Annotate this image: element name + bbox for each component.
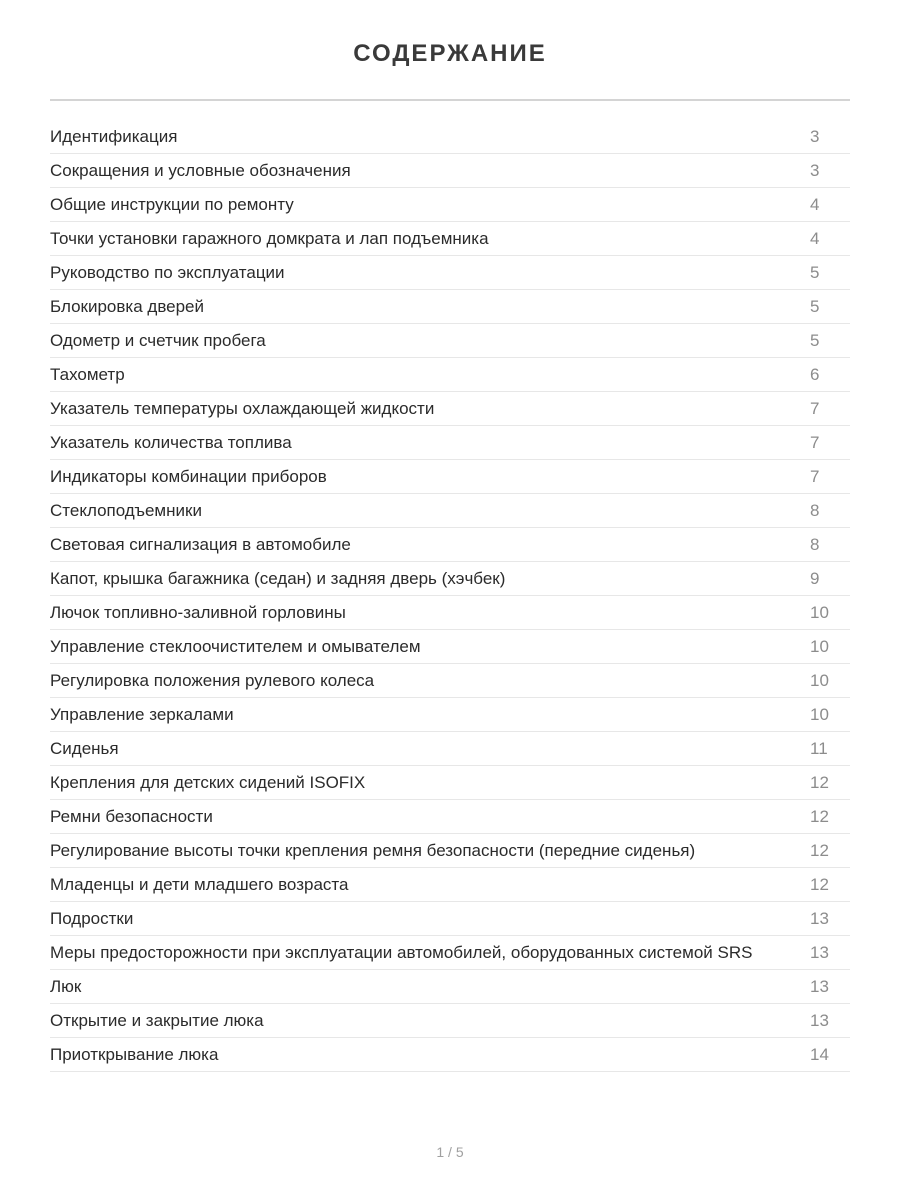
toc-entry-title[interactable]: Указатель температуры охлаждающей жидкости	[50, 399, 435, 418]
toc-entry-title[interactable]: Управление стеклоочистителем и омывателем	[50, 637, 421, 656]
toc-entry[interactable]	[50, 800, 850, 834]
toc-entry[interactable]	[50, 222, 850, 256]
toc-entry-page-number: 13	[810, 943, 829, 962]
toc-entry-page-number: 6	[810, 365, 820, 384]
toc-entry[interactable]	[50, 494, 850, 528]
title-divider	[50, 99, 850, 101]
toc-entry[interactable]	[50, 290, 850, 324]
toc-entry-title[interactable]: Подростки	[50, 909, 134, 928]
toc-entry-title[interactable]: Руководство по эксплуатации	[50, 263, 285, 282]
toc-entry-title[interactable]: Приоткрывание люка	[50, 1045, 219, 1064]
toc-entry-title[interactable]: Тахометр	[50, 365, 125, 384]
toc-entry-page-number: 9	[810, 569, 820, 588]
toc-entry-page-number: 13	[810, 977, 829, 996]
toc-entry[interactable]	[50, 154, 850, 188]
toc-entry-page-number: 5	[810, 297, 820, 316]
toc-entry-title[interactable]: Общие инструкции по ремонту	[50, 195, 294, 214]
toc-entry[interactable]	[50, 528, 850, 562]
toc-entry-page-number: 13	[810, 909, 829, 928]
toc-entry-title[interactable]: Точки установки гаражного домкрата и лап подъемника	[50, 229, 489, 248]
toc-entry-title[interactable]: Меры предосторожности при эксплуатации автомобилей, оборудованных системой SRS	[50, 943, 753, 962]
toc-entry-page-number: 10	[810, 671, 829, 690]
toc-entry[interactable]	[50, 902, 850, 936]
toc-entry-title[interactable]: Индикаторы комбинации приборов	[50, 467, 327, 486]
toc-entry-title[interactable]: Крепления для детских сидений ISOFIX	[50, 773, 366, 792]
toc-entry-page-number: 5	[810, 331, 820, 350]
toc-entry-title[interactable]: Световая сигнализация в автомобиле	[50, 535, 351, 554]
toc-entry[interactable]	[50, 460, 850, 494]
toc-entry-page-number: 7	[810, 433, 820, 452]
toc-entry-page-number: 3	[810, 127, 820, 146]
toc-entry[interactable]	[50, 834, 850, 868]
toc-entry-title[interactable]: Люк	[50, 977, 82, 996]
toc-entry-page-number: 12	[810, 807, 829, 826]
toc-entry-page-number: 10	[810, 637, 829, 656]
toc-entry[interactable]	[50, 766, 850, 800]
toc-entry[interactable]	[50, 936, 850, 970]
toc-entry[interactable]	[50, 426, 850, 460]
table-of-contents	[50, 120, 850, 1072]
toc-entry[interactable]	[50, 970, 850, 1004]
toc-entry-title[interactable]: Регулировка положения рулевого колеса	[50, 671, 375, 690]
toc-entry[interactable]	[50, 596, 850, 630]
toc-entry[interactable]	[50, 698, 850, 732]
toc-entry-page-number: 4	[810, 229, 820, 248]
page-counter: 1 / 5	[436, 1144, 464, 1160]
toc-entry-page-number: 7	[810, 467, 820, 486]
toc-entry-title[interactable]: Управление зеркалами	[50, 705, 234, 724]
toc-entry-title[interactable]: Одометр и счетчик пробега	[50, 331, 266, 350]
toc-entry-title[interactable]: Идентификация	[50, 127, 178, 146]
toc-entry-title[interactable]: Лючок топливно-заливной горловины	[50, 603, 346, 622]
toc-entry-page-number: 4	[810, 195, 820, 214]
toc-entry[interactable]	[50, 630, 850, 664]
toc-entry[interactable]	[50, 188, 850, 222]
toc-entry-title[interactable]: Младенцы и дети младшего возраста	[50, 875, 349, 894]
toc-entry[interactable]	[50, 392, 850, 426]
toc-entry[interactable]	[50, 868, 850, 902]
toc-entry-page-number: 5	[810, 263, 820, 282]
toc-entry[interactable]	[50, 1038, 850, 1072]
toc-entry-page-number: 12	[810, 841, 829, 860]
toc-entry-page-number: 10	[810, 603, 829, 622]
toc-entry-title[interactable]: Капот, крышка багажника (седан) и задняя дверь (хэчбек)	[50, 569, 506, 588]
toc-entry[interactable]	[50, 664, 850, 698]
toc-entry-page-number: 11	[810, 739, 828, 758]
toc-entry-page-number: 14	[810, 1045, 829, 1064]
toc-entry[interactable]	[50, 562, 850, 596]
toc-entry-title[interactable]: Стеклоподъемники	[50, 501, 202, 520]
page-title: СОДЕРЖАНИЕ	[353, 40, 547, 67]
toc-entry-page-number: 8	[810, 535, 820, 554]
toc-entry-title[interactable]: Регулирование высоты точки крепления ремня безопасности (передние сиденья)	[50, 841, 696, 860]
toc-entry[interactable]	[50, 732, 850, 766]
toc-entry-title[interactable]: Блокировка дверей	[50, 297, 205, 316]
toc-entry-page-number: 10	[810, 705, 829, 724]
toc-entry-page-number: 7	[810, 399, 820, 418]
toc-entry[interactable]	[50, 120, 850, 154]
toc-entry-title[interactable]: Открытие и закрытие люка	[50, 1011, 264, 1030]
toc-entry-page-number: 12	[810, 773, 829, 792]
toc-entry-page-number: 12	[810, 875, 829, 894]
toc-entry[interactable]	[50, 1004, 850, 1038]
toc-entry-title[interactable]: Указатель количества топлива	[50, 433, 292, 452]
toc-entry-title[interactable]: Сокращения и условные обозначения	[50, 161, 351, 180]
toc-entry-page-number: 13	[810, 1011, 829, 1030]
toc-entry[interactable]	[50, 324, 850, 358]
toc-entry-title[interactable]: Сиденья	[50, 739, 119, 758]
toc-entry-title[interactable]: Ремни безопасности	[50, 807, 213, 826]
toc-entry-page-number: 8	[810, 501, 820, 520]
toc-entry[interactable]	[50, 358, 850, 392]
toc-entry-page-number: 3	[810, 161, 820, 180]
toc-entry[interactable]	[50, 256, 850, 290]
